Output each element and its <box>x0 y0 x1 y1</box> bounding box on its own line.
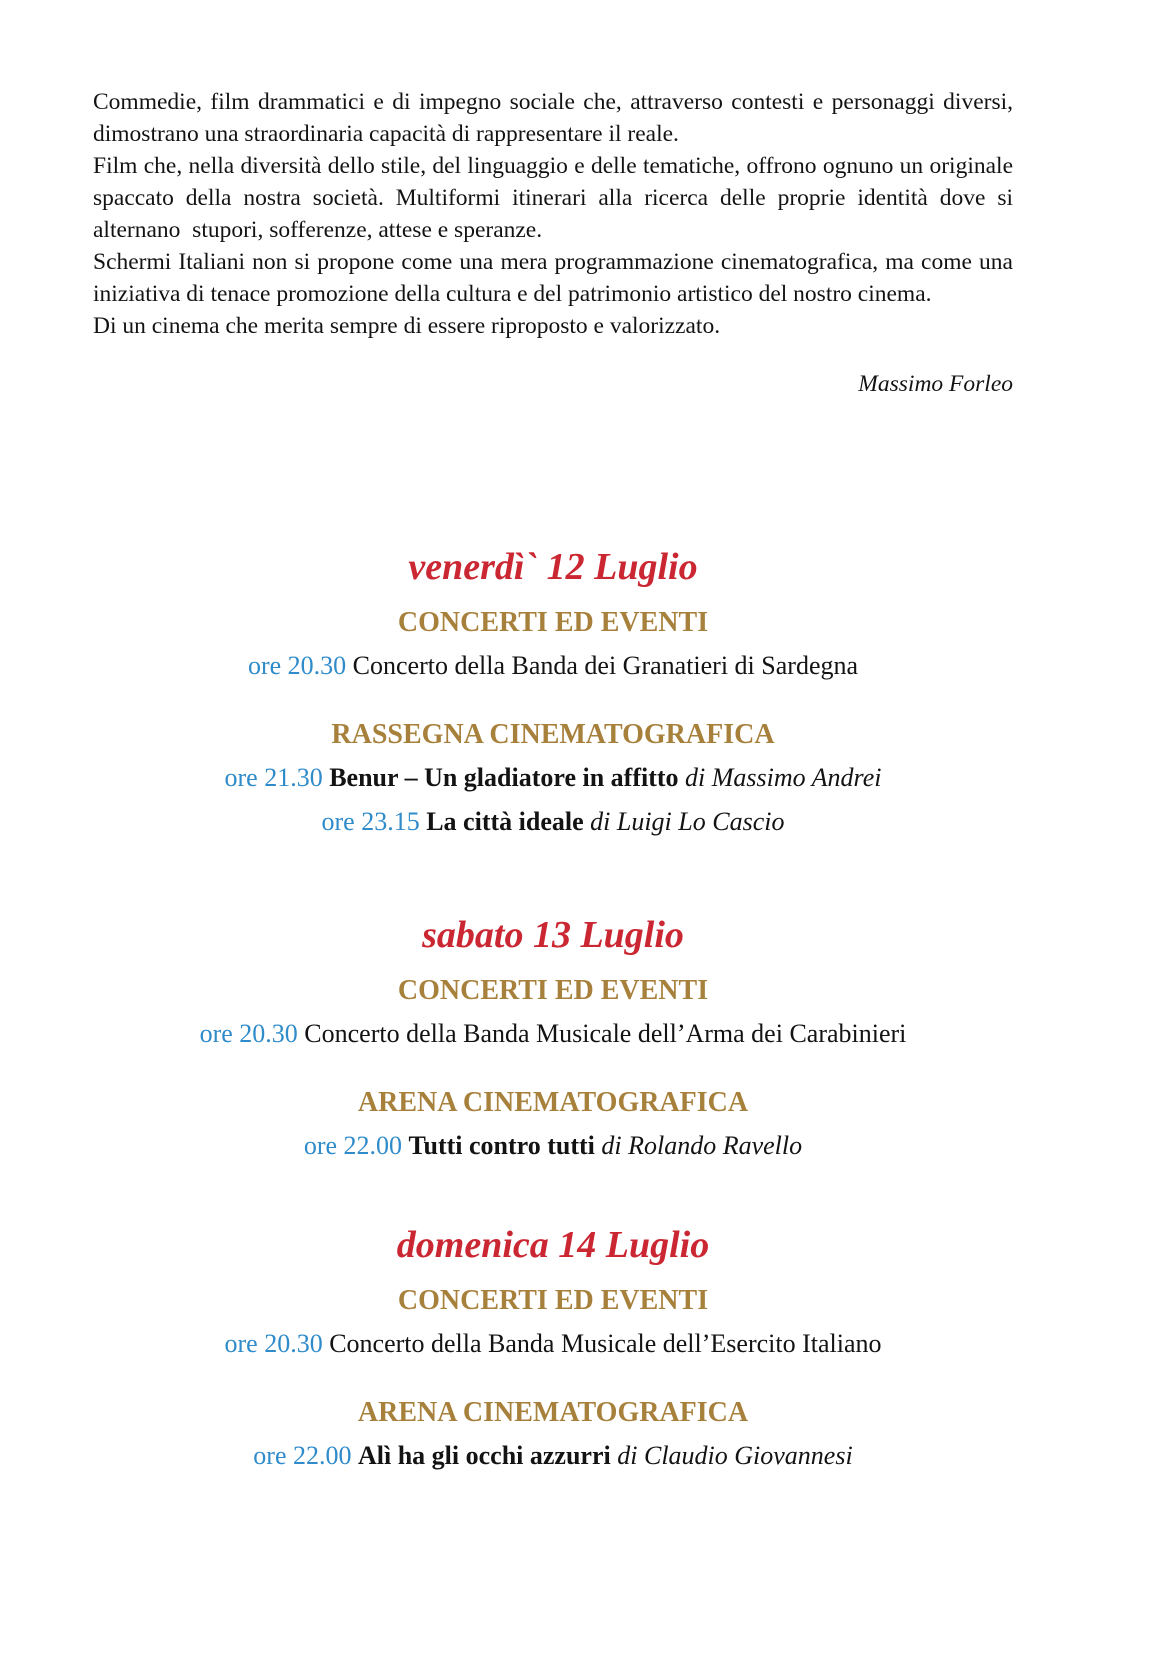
film-title: Alì ha gli occhi azzurri <box>358 1441 611 1470</box>
section-heading: RASSEGNA CINEMATOGRAFICA <box>331 719 775 750</box>
day-title: sabato 13 Luglio <box>422 914 684 956</box>
event-time: ore 20.30 <box>199 1019 298 1048</box>
section-heading: ARENA CINEMATOGRAFICA <box>357 1087 749 1118</box>
event-text: Concerto della Banda dei Granatieri di Sardegna <box>352 651 859 680</box>
day-title: domenica 14 Luglio <box>396 1224 710 1266</box>
event-text: Concerto della Banda Musicale dell’Esercito Italiano <box>329 1329 882 1358</box>
event-line <box>93 760 1013 796</box>
day-title: venerdì` 12 Luglio <box>408 546 698 588</box>
concerti-section <box>93 606 1013 684</box>
intro-paragraph-3: Schermi Italiani non si propone come una mera programmazione cinematografica, ma come una iniziativa di tenace promozione della cultura e del patrimonio artistico del nostro cinema. <box>93 249 1013 307</box>
cinema-section <box>93 1086 1013 1164</box>
section-heading: CONCERTI ED EVENTI <box>397 1285 709 1316</box>
event-line <box>93 804 1013 840</box>
signature: Massimo Forleo <box>858 371 1013 397</box>
event-time: ore 22.00 <box>303 1131 403 1160</box>
event-line <box>93 1128 1013 1164</box>
intro-section <box>93 86 1013 400</box>
event-time: ore 23.15 <box>321 807 420 836</box>
concerti-section <box>93 974 1013 1052</box>
event-time: ore 20.30 <box>247 651 347 680</box>
film-director: di Luigi Lo Cascio <box>590 807 785 836</box>
intro-paragraph-4: Di un cinema che merita sempre di essere riproposto e valorizzato. <box>93 313 721 339</box>
cinema-section <box>93 718 1013 840</box>
event-line <box>93 648 1013 684</box>
day-block-venerdi-12-luglio <box>93 544 1013 840</box>
event-line <box>93 1016 1013 1052</box>
event-time: ore 22.00 <box>253 1441 352 1470</box>
event-time: ore 20.30 <box>224 1329 323 1358</box>
day-block-sabato-13-luglio <box>93 912 1013 1164</box>
intro-paragraph-1: Commedie, film drammatici e di impegno sociale che, attraverso contesti e personaggi diversi, dimostrano una straordinaria capacità di rappresentare il reale. <box>93 89 1013 147</box>
event-time: ore 21.30 <box>224 763 323 792</box>
film-director: di Massimo Andrei <box>685 763 882 792</box>
film-title: Benur – Un gladiatore in affitto <box>329 763 679 792</box>
event-line <box>93 1326 1013 1362</box>
intro-paragraph-2: Film che, nella diversità dello stile, del linguaggio e delle tematiche, offrono ognuno un originale spaccato della nostra società. Multiformi itinerari alla ricerca delle proprie identità dove si alternano stupori, sofferenze, attese e speranze. <box>93 153 1013 243</box>
film-title: Tutti contro tutti <box>408 1131 595 1160</box>
event-line <box>93 1438 1013 1474</box>
film-title: La città ideale <box>426 807 584 836</box>
section-heading: CONCERTI ED EVENTI <box>397 975 709 1006</box>
cinema-section <box>93 1396 1013 1474</box>
section-heading: CONCERTI ED EVENTI <box>397 607 709 638</box>
event-text: Concerto della Banda Musicale dell’Arma dei Carabinieri <box>304 1019 907 1048</box>
day-block-domenica-14-luglio <box>93 1222 1013 1474</box>
film-director: di Claudio Giovannesi <box>617 1441 853 1470</box>
concerti-section <box>93 1284 1013 1362</box>
film-director: di Rolando Ravello <box>601 1131 803 1160</box>
section-heading: ARENA CINEMATOGRAFICA <box>357 1397 749 1428</box>
